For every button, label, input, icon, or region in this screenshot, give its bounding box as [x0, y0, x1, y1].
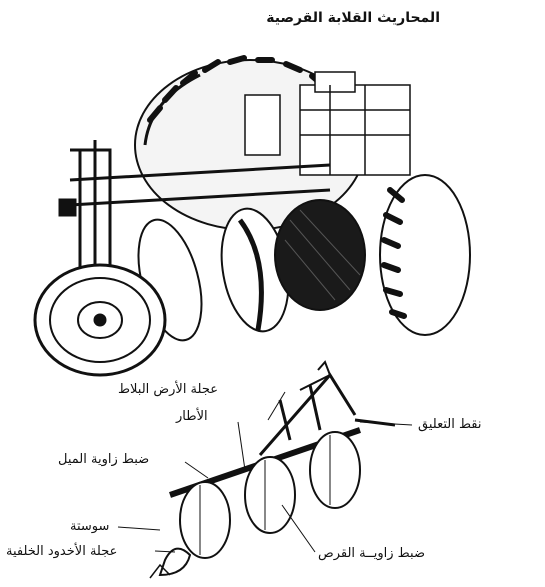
leader-spring	[118, 527, 160, 530]
label-rear-furrow-wheel: عجلة الأخدود الخلفية	[6, 544, 118, 559]
label-spring: سوستة	[70, 519, 110, 534]
leader-tilt-adjust	[185, 462, 208, 478]
label-frame: الأطار	[176, 409, 208, 424]
page-title: المحاريث القلابة القرصية	[266, 10, 440, 26]
leader-disc-angle-adjust	[282, 505, 315, 552]
label-disc-angle-adjust: ضبط زاويــة القرص	[318, 546, 425, 561]
tractor-right-tyre	[380, 175, 470, 335]
label-tilt-adjust: ضبط زاوية الميل	[58, 452, 150, 467]
label-land-wheel: عجلة الأرض البلاط	[118, 382, 218, 397]
leader-frame	[238, 422, 245, 470]
front-furrow-wheel	[35, 265, 165, 375]
label-hitch-points: نقط التعليق	[418, 417, 482, 432]
